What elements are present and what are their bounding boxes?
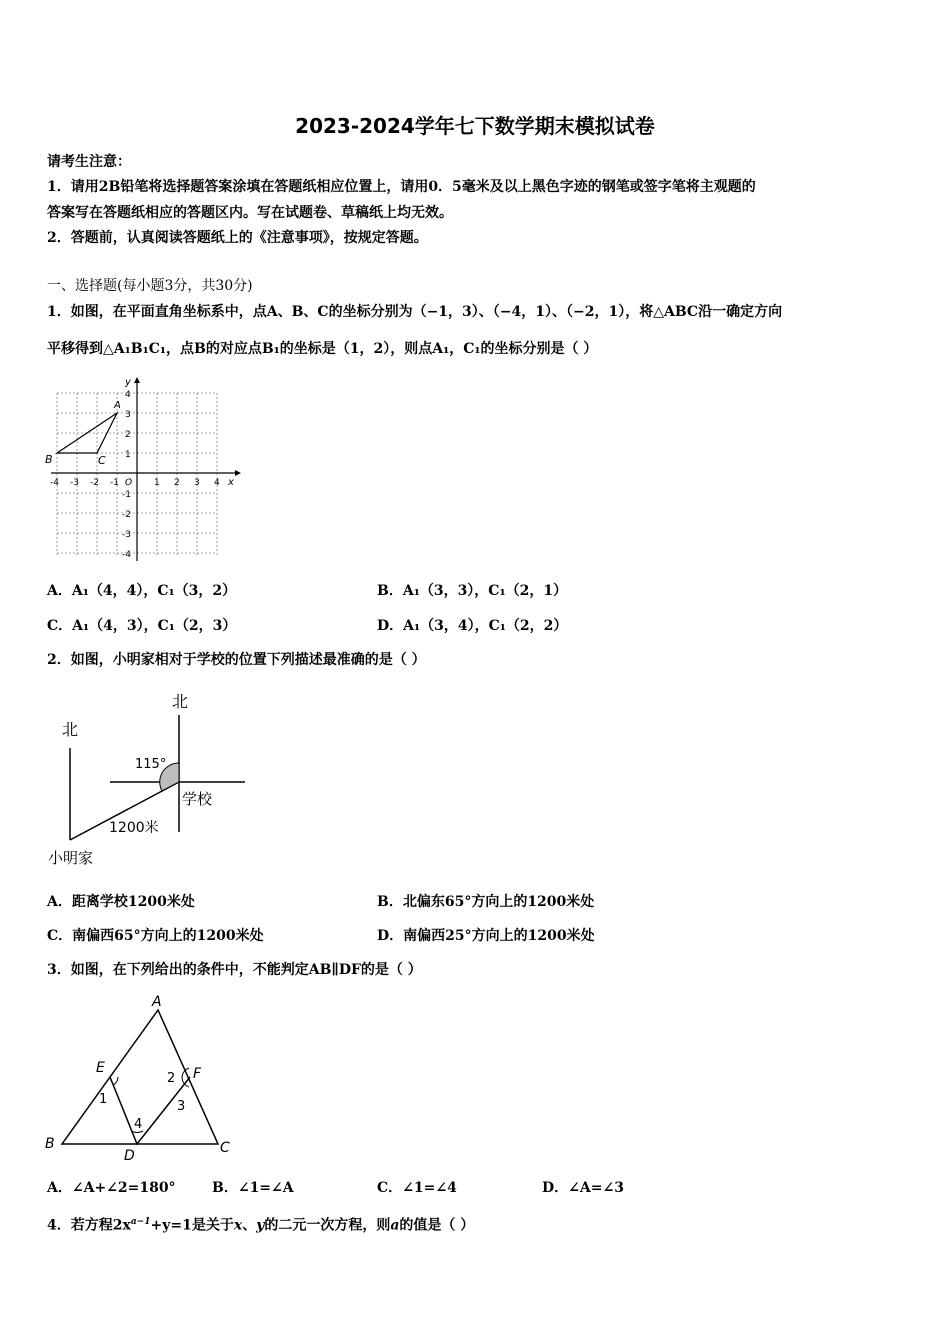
north-left-label: 北 xyxy=(62,720,79,739)
point-a-label: A xyxy=(114,400,121,411)
q4-suffix-2: 的值是（ ） xyxy=(399,1217,475,1234)
x-tick: 2 xyxy=(174,478,180,488)
x-tick: -2 xyxy=(90,478,99,488)
point-b-label: B xyxy=(45,1136,55,1152)
q4-sep: 、 xyxy=(242,1217,257,1234)
q3-stem: 3．如图，在下列给出的条件中，不能判定AB∥DF的是（ ） xyxy=(47,962,422,978)
point-d-label: D xyxy=(124,1148,135,1164)
x-axis-arrow xyxy=(235,470,241,476)
y-tick: 3 xyxy=(125,410,131,420)
x-tick: -1 xyxy=(110,478,119,488)
q2-direction-figure xyxy=(45,685,255,870)
notice-heading: 请考生注意： xyxy=(47,154,131,170)
x-tick: 1 xyxy=(154,478,160,488)
y-tick: -3 xyxy=(122,530,131,540)
notice-line-2: 答案写在答题纸相应的答题区内。写在试题卷、草稿纸上均无效。 xyxy=(47,205,453,221)
angle-1-mark xyxy=(113,1077,118,1085)
x-tick: -3 xyxy=(70,478,79,488)
q3-option-a[interactable]: A．∠A+∠2=180° xyxy=(47,1180,176,1196)
y-tick: -1 xyxy=(122,490,131,500)
q4-middle: +y=1是关于 xyxy=(150,1217,234,1234)
notice-line-3: 2．答题前，认真阅读答题纸上的《注意事项》，按规定答题。 xyxy=(47,230,428,246)
north-right-label: 北 xyxy=(172,692,189,711)
angle-label: 115° xyxy=(135,757,167,772)
q3-triangle-figure xyxy=(42,990,242,1165)
page-title: 2023-2024学年七下数学期末模拟试卷 xyxy=(295,114,655,138)
y-tick: 2 xyxy=(125,430,131,440)
y-axis-arrow xyxy=(134,377,140,383)
point-c-label: C xyxy=(220,1140,230,1156)
x-axis-label: x xyxy=(228,477,234,488)
notice-line-1: 1．请用2B铅笔将选择题答案涂填在答题纸相应位置上，请用0．5毫米及以上黑色字迹的钢笔或签字笔将主观题的 xyxy=(47,179,756,195)
q1-coordinate-figure xyxy=(45,375,245,565)
q3-option-d[interactable]: D．∠A=∠3 xyxy=(542,1180,624,1196)
section-heading: 一、选择题(每小题3分，共30分) xyxy=(47,278,253,294)
q3-option-b[interactable]: B．∠1=∠A xyxy=(212,1180,294,1196)
q2-option-d[interactable]: D．南偏西25°方向上的1200米处 xyxy=(377,928,595,944)
y-axis-label: y xyxy=(125,377,131,388)
angle-2-label: 2 xyxy=(167,1071,176,1086)
home-label: 小明家 xyxy=(48,849,94,867)
y-tick: -2 xyxy=(122,510,131,520)
q2-option-b[interactable]: B．北偏东65°方向上的1200米处 xyxy=(377,894,595,910)
angle-3-label: 3 xyxy=(177,1099,186,1114)
angle-1-label: 1 xyxy=(99,1092,108,1107)
q4-var-a: a xyxy=(390,1217,400,1234)
point-f-label: F xyxy=(193,1066,202,1082)
x-tick: 4 xyxy=(214,478,220,488)
y-tick: 4 xyxy=(125,390,131,400)
q4-stem xyxy=(47,1213,474,1235)
angle-4-label: 4 xyxy=(134,1117,143,1132)
point-a-label: A xyxy=(152,994,162,1010)
q1-option-d[interactable]: D．A₁（3，4），C₁（2，2） xyxy=(377,618,568,634)
point-b-label: B xyxy=(45,453,53,466)
q4-prefix: 4．若方程2x xyxy=(47,1217,131,1234)
point-e-label: E xyxy=(96,1060,105,1076)
q2-option-a[interactable]: A．距离学校1200米处 xyxy=(47,894,195,910)
q4-var-y: y xyxy=(256,1217,265,1234)
school-label: 学校 xyxy=(182,790,213,808)
q2-stem: 2．如图，小明家相对于学校的位置下列描述最准确的是（ ） xyxy=(47,652,426,668)
x-tick: -4 xyxy=(50,478,59,488)
y-tick: -4 xyxy=(122,550,131,560)
y-tick: 1 xyxy=(125,450,131,460)
q4-var-x: x xyxy=(233,1217,243,1234)
q1-option-b[interactable]: B．A₁（3，3），C₁（2，1） xyxy=(377,583,568,599)
q1-stem-line-1: 1．如图，在平面直角坐标系中，点A、B、C的坐标分别为（−1，3）、（−4，1）、（−2，1），将△ABC沿一确定方向 xyxy=(47,304,783,320)
origin-label: O xyxy=(125,478,133,488)
q1-option-a[interactable]: A．A₁（4，4），C₁（3，2） xyxy=(47,583,237,599)
x-tick: 3 xyxy=(194,478,200,488)
q2-option-c[interactable]: C．南偏西65°方向上的1200米处 xyxy=(47,928,264,944)
q1-stem-line-2: 平移得到△A₁B₁C₁，点B的对应点B₁的坐标是（1，2），则点A₁，C₁的坐标分别是（ ） xyxy=(47,341,598,357)
distance-label: 1200米 xyxy=(109,820,159,836)
q1-option-c[interactable]: C．A₁（4，3），C₁（2，3） xyxy=(47,618,237,634)
point-c-label: C xyxy=(98,454,106,467)
q4-suffix-1: 的二元一次方程，则 xyxy=(264,1217,391,1234)
q3-option-c[interactable]: C．∠1=∠4 xyxy=(377,1180,457,1196)
q4-exponent: a−1 xyxy=(130,1217,151,1227)
